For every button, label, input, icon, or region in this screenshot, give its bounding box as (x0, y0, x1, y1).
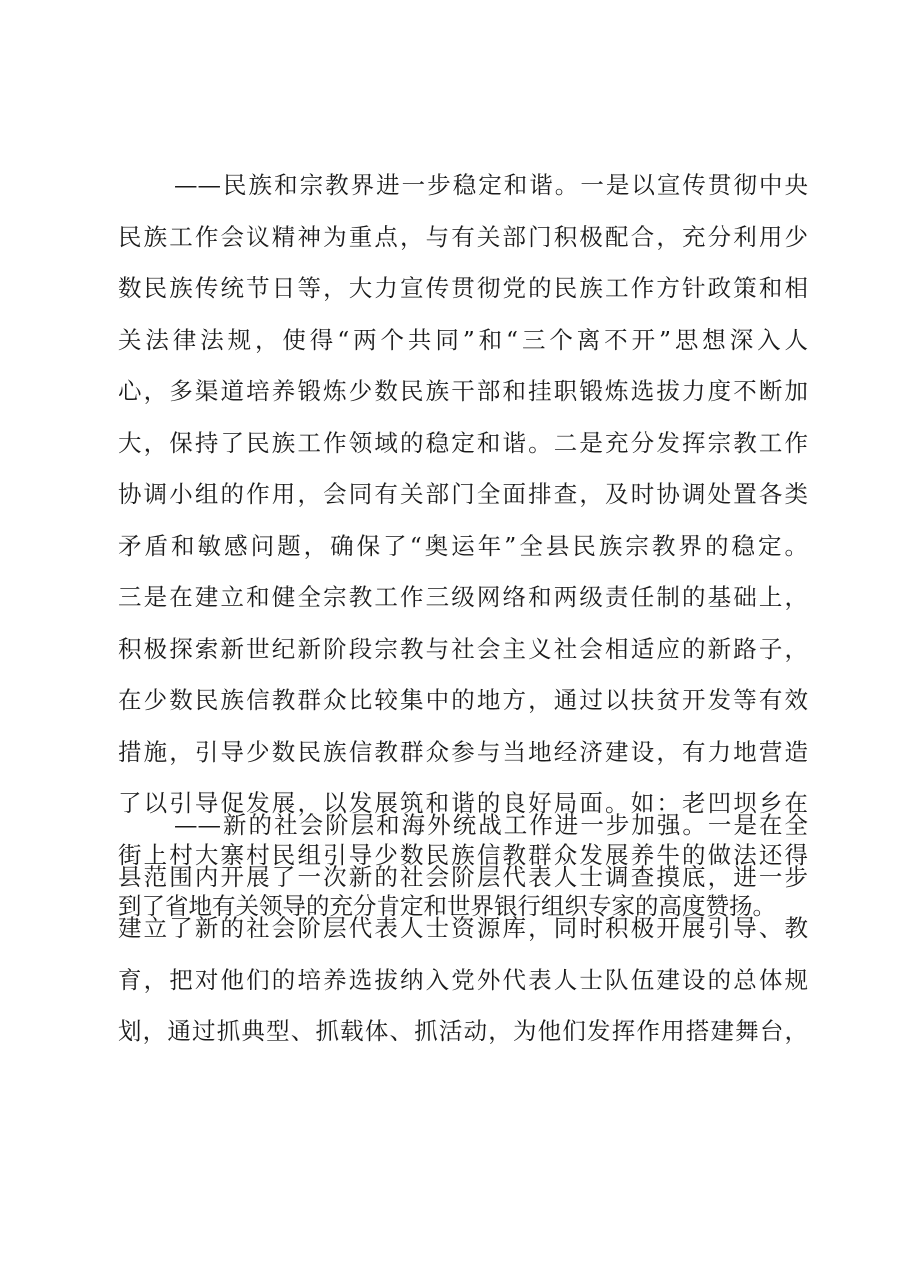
text-line: 心，多渠道培养锻炼少数民族干部和挂职锻炼选拔力度不断加 (118, 377, 808, 405)
text-line: 三是在建立和健全宗教工作三级网络和两级责任制的基础上， (118, 583, 808, 611)
text-line: 育，把对他们的培养选拔纳入党外代表人士队伍建设的总体规 (118, 965, 808, 994)
text-line: 民族工作会议精神为重点，与有关部门积极配合，充分利用少 (118, 222, 808, 251)
text-line: 划，通过抓典型、抓载体、抓活动，为他们发挥作用搭建舞台， (118, 1017, 808, 1045)
text-line: 街上村大寨村民组引导少数民族信教群众发展养牛的做法还得 (118, 840, 808, 869)
text-line: 了以引导促发展，以发展筑和谐的良好局面。如：老凹坝乡在 (118, 789, 808, 817)
text-line: 在少数民族信教群众比较集中的地方，通过以扶贫开发等有效 (118, 686, 808, 714)
text-line: 到了省地有关领导的充分肯定和世界银行组织专家的高度赞扬。 (118, 892, 776, 920)
text-line: 建立了新的社会阶层代表人士资源库，同时积极开展引导、教 (118, 914, 808, 942)
paragraph-new-social-strata (118, 800, 808, 1058)
text-line: 关法律法规，使得“两个共同”和“三个离不开”思想深入人 (118, 325, 808, 354)
text-line: 矛盾和敏感问题，确保了“奥运年”全县民族宗教界的稳定。 (118, 531, 808, 560)
text-line: 积极探索新世纪新阶段宗教与社会主义社会相适应的新路子， (118, 634, 808, 663)
text-line: 数民族传统节日等，大力宣传贯彻党的民族工作方针政策和相 (118, 274, 808, 302)
text-line: 措施，引导少数民族信教群众参与当地经济建设，有力地营造 (118, 737, 808, 766)
text-line: 协调小组的作用，会同有关部门全面排查，及时协调处置各类 (118, 480, 808, 508)
text-line: 县范围内开展了一次新的社会阶层代表人士调查摸底，进一步 (118, 862, 808, 891)
text-line: ——新的社会阶层和海外统战工作进一步加强。一是在全 (174, 811, 808, 839)
text-line: 大，保持了民族工作领域的稳定和谐。二是充分发挥宗教工作 (118, 428, 808, 457)
text-line: ——民族和宗教界进一步稳定和谐。一是以宣传贯彻中央 (174, 171, 808, 199)
